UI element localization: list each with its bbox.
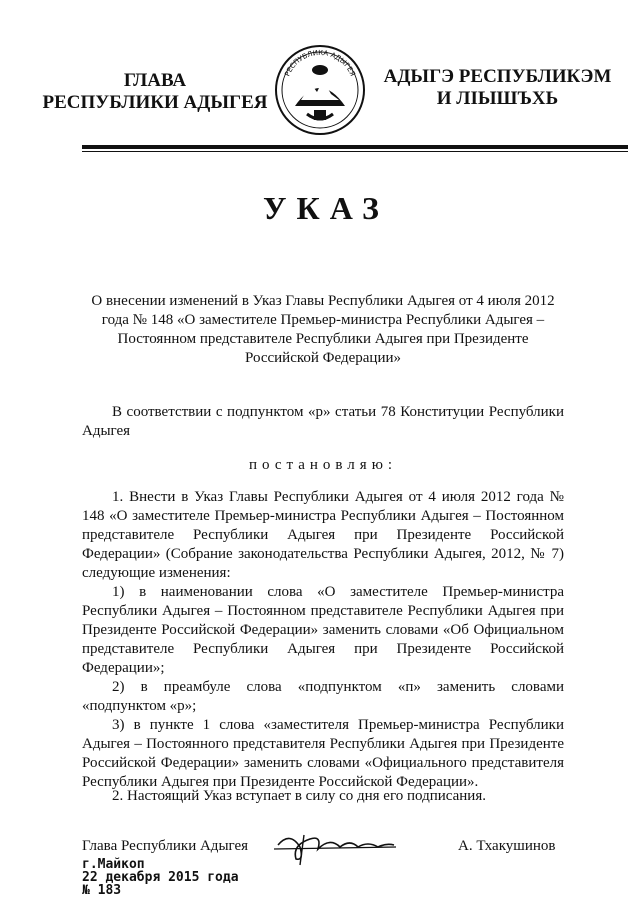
document-title: УКАЗ [263, 190, 389, 226]
footer-place: г.Майкоп [82, 857, 145, 872]
item-1-sub-1: 1) в наименовании слова «О заместителе Премьер-министра Республики Адыгея – Постоянном представителе Республики Адыгея при Президенте Российской Федерации» заменить словами «Об Официальном представителе Республики Адыгея при Президенте Российской Федерации»; [82, 584, 564, 676]
coat-of-arms-emblem [271, 40, 369, 136]
header-left-line1: ГЛАВА [123, 70, 187, 91]
footer-date: 22 декабря 2015 года [82, 870, 239, 885]
header-right [375, 66, 620, 110]
header-left [40, 70, 270, 114]
item-1-sub-3: 3) в пункте 1 слова «заместителя Премьер-министра Республики Адыгея – Постоянного представителя Республики Адыгея при Президенте Российской Федерации» заменить словами «Официального представителя Республики Адыгея при Президенте Российской Федерации». [82, 717, 564, 790]
header-right-line2: И ЛІЫШЪХЬ [436, 88, 559, 109]
handwritten-signature [270, 825, 400, 867]
header-left-line2: РЕСПУБЛИКИ АДЫГЕЯ [42, 92, 268, 113]
decree-subject: О внесении изменений в Указ Главы Республики Адыгея от 4 июля 2012 года № 148 «О заместителе Премьер-министра Республики Адыгея – Постоянном представителе Республики Адыгея при Президенте Российской Федерации» [91, 293, 555, 366]
item-1: 1. Внести в Указ Главы Республики Адыгея от 4 июля 2012 года № 148 «О заместителе Премьер-министра Республики Адыгея – Постоянном представителе Республики Адыгея при Президенте Российской Федерации» (Собрание законодательства Республики Адыгея, 2012, № 7) следующие изменения: [82, 489, 564, 581]
header-right-line1: АДЫГЭ РЕСПУБЛИКЭМ [383, 66, 612, 87]
signatory-name: А. Тхакушинов [458, 838, 556, 854]
footer-number: № 183 [82, 883, 122, 898]
decree-items [82, 488, 564, 792]
item-2: 2. Настоящий Указ вступает в силу со дня его подписания. [112, 788, 486, 804]
header-divider-thin [82, 151, 628, 152]
preamble: В соответствии с подпунктом «р» статьи 78 Конституции Республики Адыгея [82, 404, 564, 439]
item-1-sub-2: 2) в преамбуле слова «подпунктом «п» заменить словами «подпунктом «р»; [82, 679, 564, 714]
decree-word: постановляю: [248, 457, 398, 473]
emblem-ring-text: РЕСПУБЛИКА АДЫГЕЯ [283, 48, 357, 78]
signatory-role: Глава Республики Адыгея [82, 838, 249, 854]
header-divider-thick [82, 145, 628, 149]
footer-stamp [82, 858, 239, 897]
